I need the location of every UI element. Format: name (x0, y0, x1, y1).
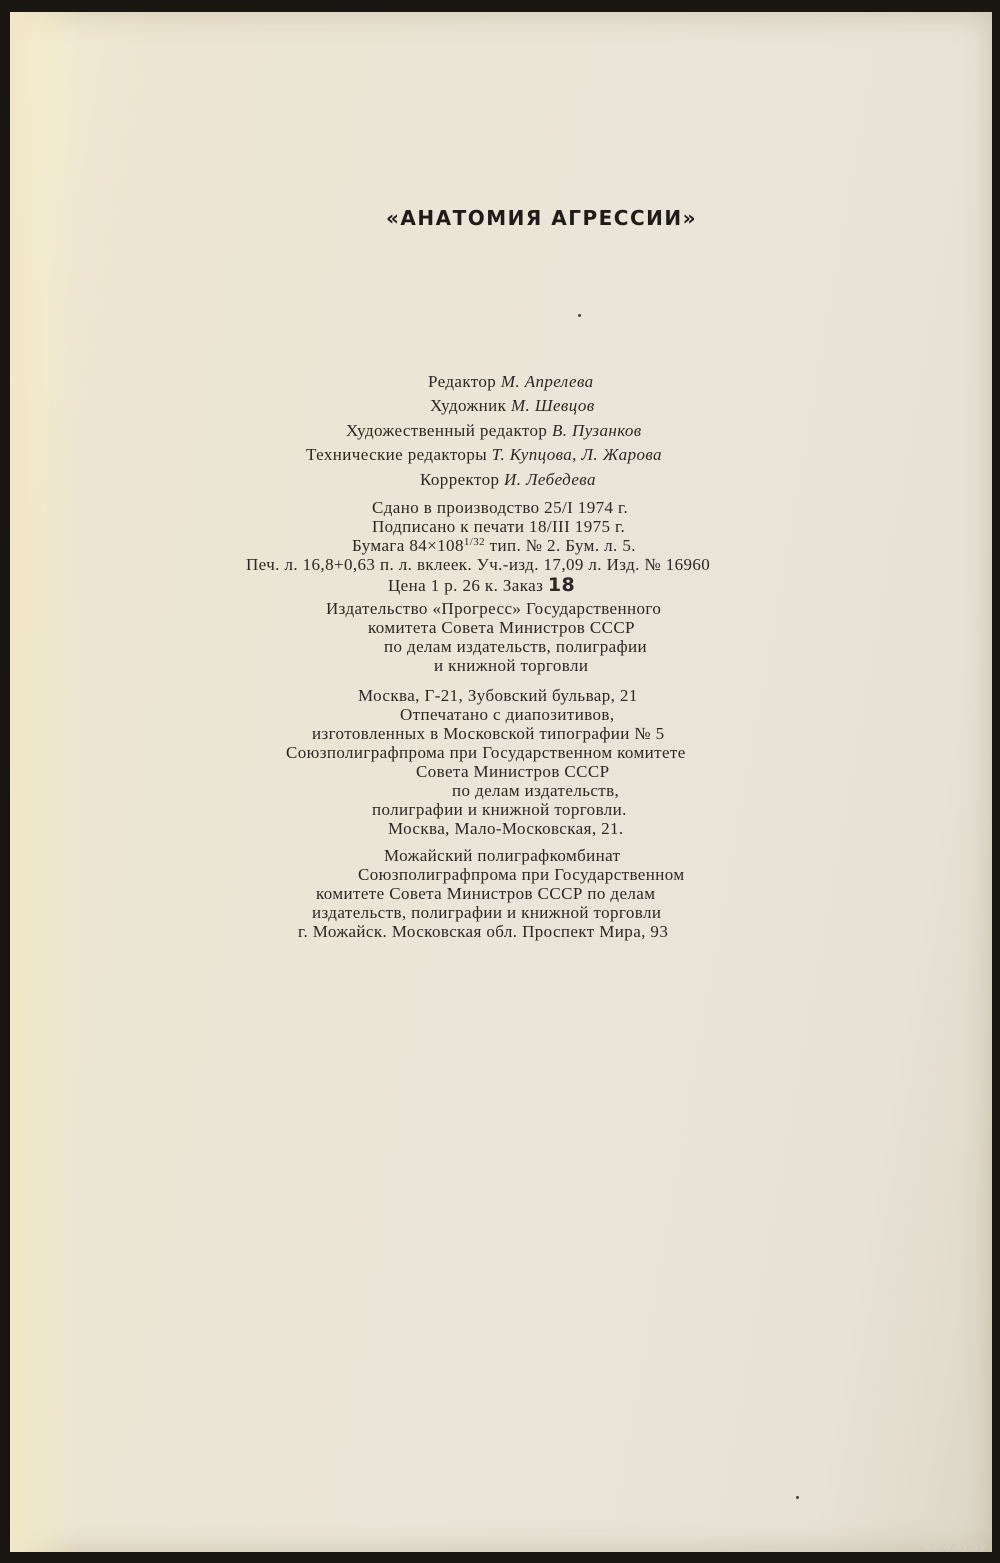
print-speck (796, 1496, 799, 1499)
credit-art-editor-label: Художественный редактор (346, 421, 548, 440)
credit-artist (430, 396, 595, 416)
production-price (388, 574, 575, 596)
publisher-line: Издательство «Прогресс» Государственного (326, 599, 662, 618)
credit-editor (428, 372, 594, 392)
printer-line: Союзполиграфпрома при Государственном (358, 865, 685, 884)
production-paper (352, 536, 636, 556)
printer-line: издательств, полиграфии и книжной торговли (312, 903, 662, 922)
paper-format: Бумага 84×108 (352, 536, 464, 555)
production-submitted: Сдано в производство 25/I 1974 г. (372, 498, 629, 517)
printing-line: Совета Министров СССР (416, 762, 610, 781)
order-number: 18 (547, 574, 576, 596)
printing-line: изготовленных в Московской типографии № 5 (312, 724, 665, 743)
credit-corrector-name: И. Лебедева (504, 470, 596, 489)
credit-editor-label: Редактор (428, 372, 497, 391)
publisher-line: и книжной торговли (434, 656, 589, 675)
credit-editor-name: М. Апрелева (500, 372, 594, 391)
page-fold-shading (10, 12, 80, 1552)
printing-line: Союзполиграфпрома при Государственном комитете (286, 743, 686, 762)
printing-line: Москва, Г-21, Зубовский бульвар, 21 (358, 686, 638, 705)
credit-art-editor-name: В. Пузанков (551, 421, 642, 440)
paper-fraction: 1/32 (463, 536, 486, 548)
printing-line: по делам издательств, (452, 781, 620, 800)
price-text: Цена 1 р. 26 к. Заказ (388, 576, 544, 595)
credit-art-editor (346, 421, 642, 441)
credit-artist-name: М. Шевцов (511, 396, 595, 415)
publisher-line: по делам издательств, полиграфии (384, 637, 648, 656)
printer-line: комитете Совета Министров СССР по делам (316, 884, 656, 903)
production-sheets: Печ. л. 16,8+0,63 п. л. вклеек. Уч.-изд. 17,09 л. Изд. № 16960 (246, 555, 711, 574)
credit-corrector (420, 470, 596, 490)
publisher-line: комитета Совета Министров СССР (368, 618, 635, 637)
book-title: «АНАТОМИЯ АГРЕССИИ» (386, 206, 698, 230)
credit-corrector-label: Корректор (420, 470, 500, 489)
credit-tech-editors-label: Технические редакторы (306, 445, 488, 464)
credit-tech-editors (306, 445, 662, 465)
production-signed: Подписано к печати 18/III 1975 г. (372, 517, 626, 536)
printing-line: полиграфии и книжной торговли. (372, 800, 627, 819)
printer-line: Можайский полиграфкомбинат (384, 846, 621, 865)
paper-details: тип. № 2. Бум. л. 5. (485, 536, 636, 555)
credit-artist-label: Художник (430, 396, 507, 415)
watermark: www.ay.by (923, 1540, 986, 1553)
printer-line: г. Можайск. Московская обл. Проспект Мира, 93 (298, 922, 669, 941)
printing-line: Отпечатано с диапозитивов, (400, 705, 615, 724)
print-speck (578, 314, 581, 317)
credit-tech-editors-names: Т. Купцова, Л. Жарова (491, 445, 662, 464)
printing-line: Москва, Мало-Московская, 21. (388, 819, 624, 838)
